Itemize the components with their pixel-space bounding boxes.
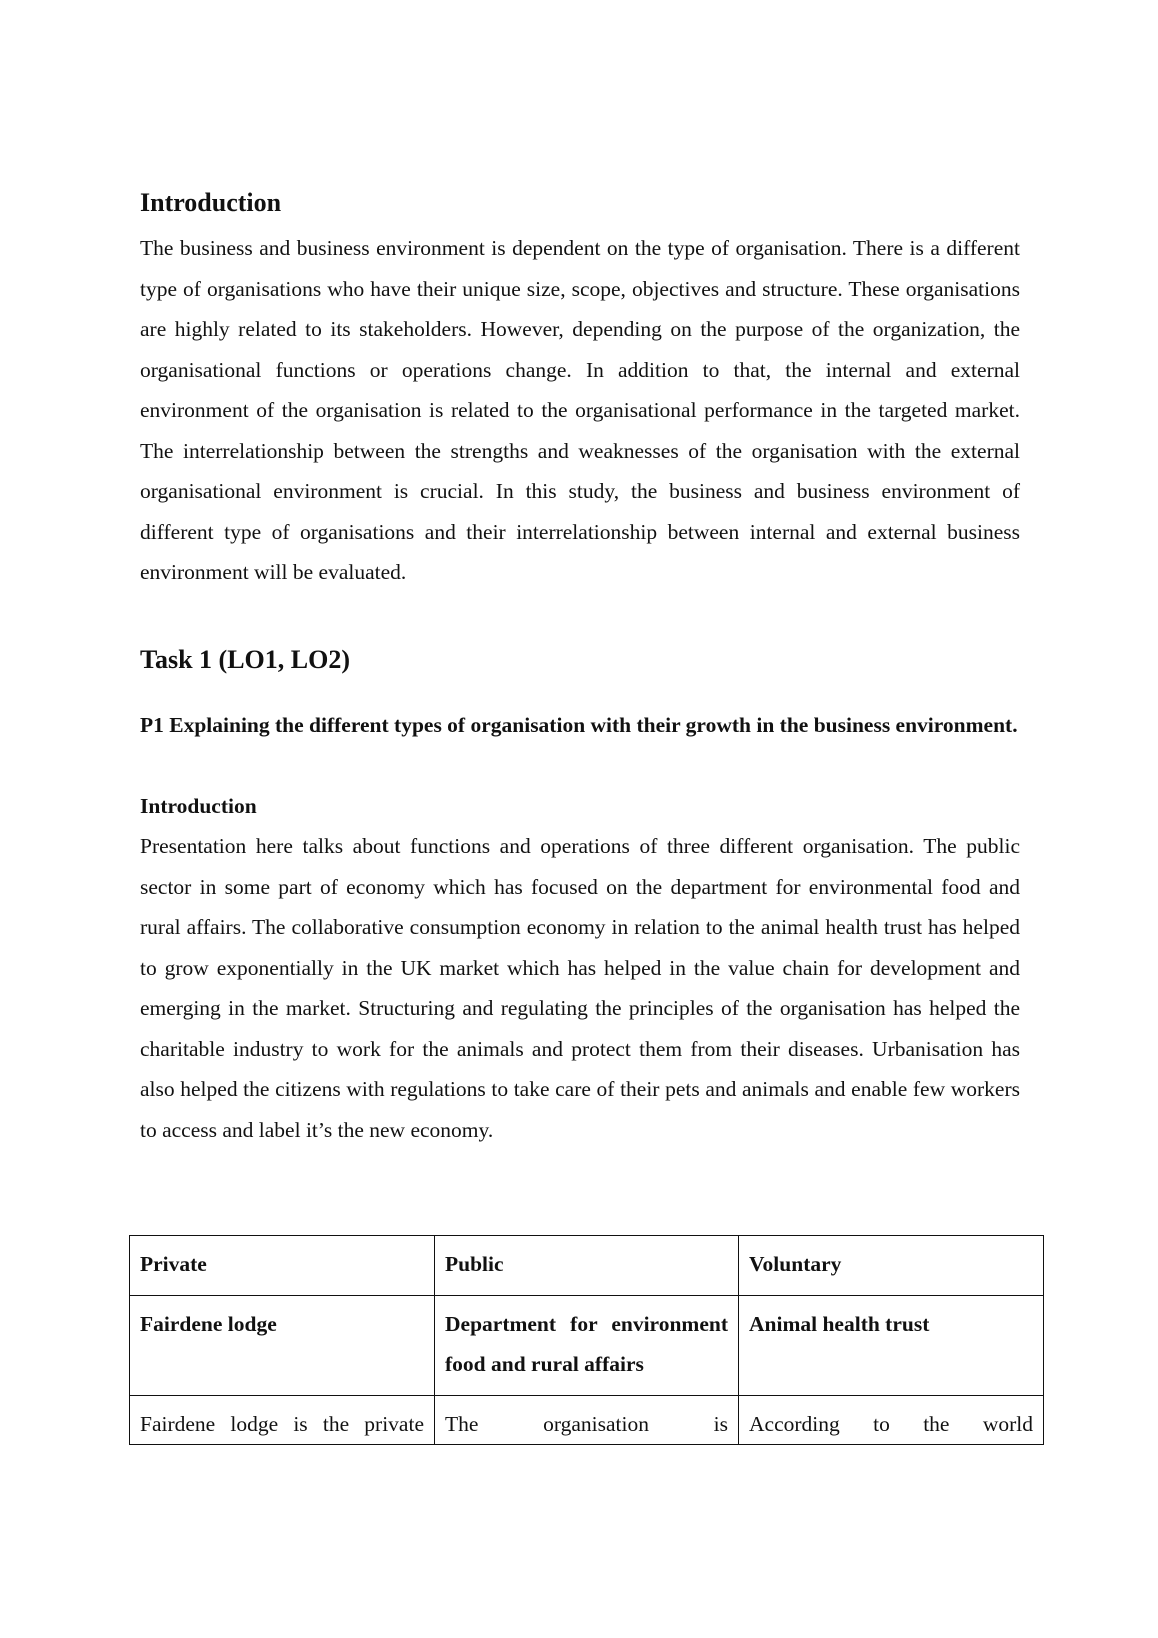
table-row-descriptions xyxy=(130,1395,1044,1445)
organisation-types-table xyxy=(129,1235,1044,1445)
table-header-row xyxy=(130,1236,1044,1296)
org-desc-private: Fairdene lodge is the private xyxy=(130,1395,435,1445)
p1-heading: P1 Explaining the different types of organisation with their growth in the business environment. xyxy=(140,713,1018,737)
org-desc-voluntary: According to the world xyxy=(739,1395,1044,1445)
header-voluntary: Voluntary xyxy=(739,1236,1044,1296)
table-row-names xyxy=(130,1295,1044,1395)
org-name-public: Department for environment food and rural affairs xyxy=(435,1295,739,1395)
intro-paragraph: The business and business environment is dependent on the type of organisation. There is a different type of organisations who have their unique size, scope, objectives and structure. These organisations are highly related to its stakeholders. However, depending on the purpose of the organization, the organisational functions or operations change. In addition to that, the internal and external environment of the organisation is related to the organisational performance in the targeted market. The interrelationship between the strengths and weaknesses of the organisation with the external organisational environment is crucial. In this study, the business and business environment of different type of organisations and their interrelationship between internal and external business environment will be evaluated. xyxy=(140,236,1020,584)
task1-heading: Task 1 (LO1, LO2) xyxy=(140,645,350,674)
org-name-voluntary: Animal health trust xyxy=(739,1295,1044,1395)
intro-heading: Introduction xyxy=(140,188,282,217)
header-public: Public xyxy=(435,1236,739,1296)
p1-paragraph: Presentation here talks about functions and operations of three different organisation. The public sector in some part of economy which has focused on the department for environmental food and rural affairs. The collaborative consumption economy in relation to the animal health trust has helped to grow exponentially in the UK market which has helped in the value chain for development and emerging in the market. Structuring and regulating the principles of the organisation has helped the charitable industry to work for the animals and protect them from their diseases. Urbanisation has also helped the citizens with regulations to take care of their pets and animals and enable few workers to access and label it’s the new economy. xyxy=(140,834,1020,1142)
org-name-private: Fairdene lodge xyxy=(130,1295,435,1395)
header-private: Private xyxy=(130,1236,435,1296)
p1-intro-subheading: Introduction xyxy=(140,794,257,818)
org-desc-public: The organisation is xyxy=(435,1395,739,1445)
